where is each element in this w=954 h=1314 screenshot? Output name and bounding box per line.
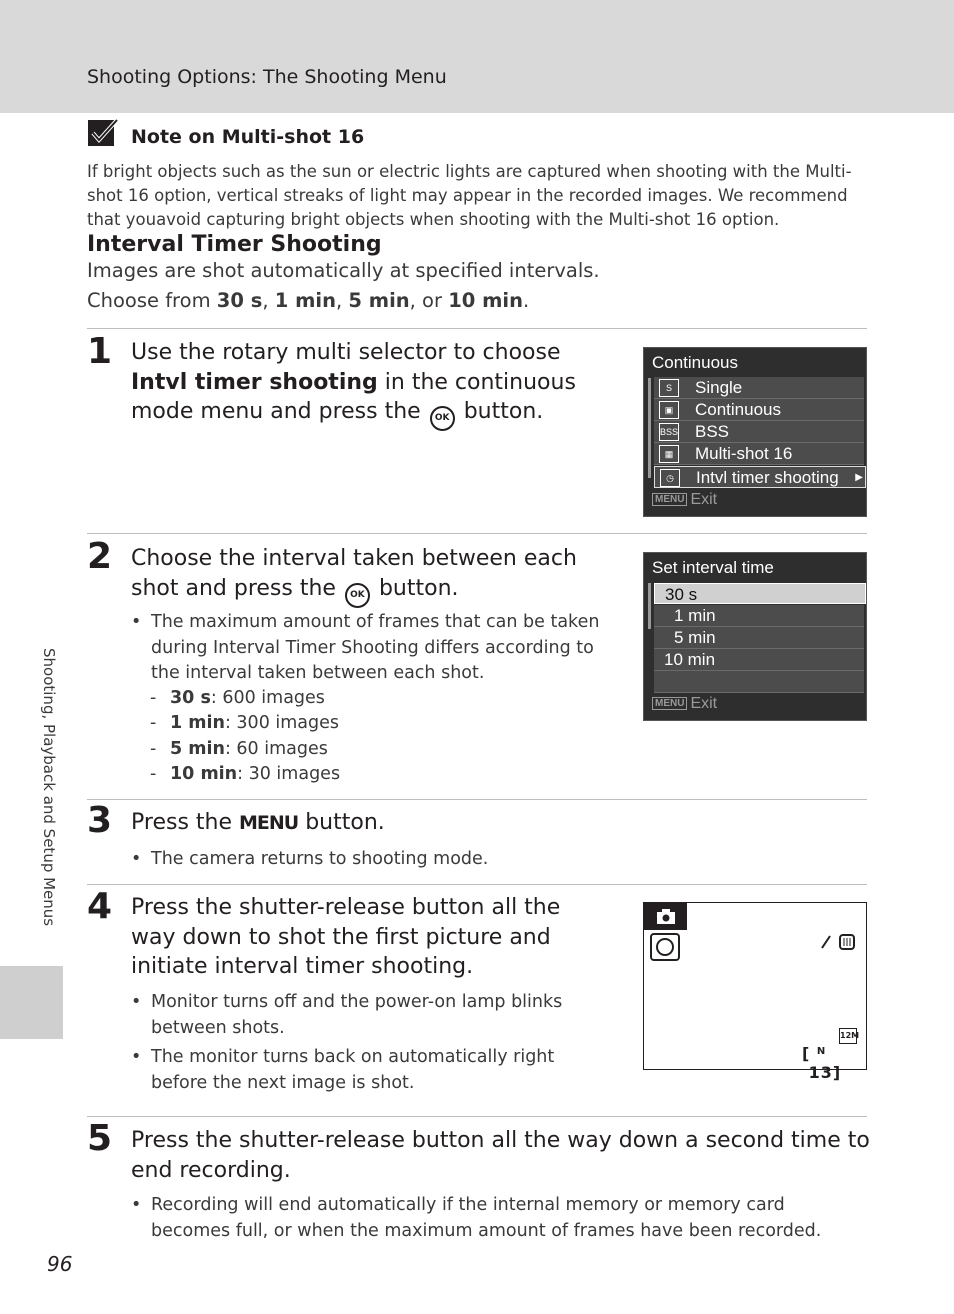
multishot-icon: ▦ <box>659 445 679 463</box>
submenu-arrow-icon: ▶ <box>855 472 863 483</box>
single-icon: S <box>659 379 679 397</box>
camera-icon <box>657 909 675 924</box>
shooting-mode-screen <box>643 902 867 1082</box>
menu-key-icon: MENU <box>652 493 687 506</box>
interval-timer-icon <box>650 933 680 961</box>
sub-item: - 1 min: 300 images <box>150 713 340 733</box>
header-band <box>0 0 954 113</box>
checkmark-note-icon <box>87 118 119 150</box>
menu-key-icon: MENU <box>652 697 687 710</box>
bullet-item: • The monitor turns back on automatically right before the next image is shot. <box>131 1047 555 1093</box>
page-header-title: Shooting Options: The Shooting Menu <box>87 66 447 88</box>
menu-item-selected: ◷ Intvl timer shooting ▶ <box>654 466 866 488</box>
divider <box>87 799 867 800</box>
step-5-text: Press the shutter-release button all the way down a second time to end recording. <box>131 1128 870 1183</box>
section-title: Interval Timer Shooting <box>87 232 382 257</box>
vibration-reduction-icon <box>820 933 858 951</box>
image-size-icon: 12M <box>839 1028 857 1044</box>
scrollbar <box>648 583 651 629</box>
menu-item-selected: 30 s <box>654 583 866 604</box>
menu-title: Set interval time <box>652 558 774 577</box>
continuous-menu-screen <box>643 347 867 517</box>
menu-item: ▦ Multi-shot 16 <box>654 443 864 465</box>
divider <box>87 328 867 329</box>
menu-item: 5 min <box>654 627 864 649</box>
step-4-text: Press the shutter-release button all the way down to shot the first picture and initiate interval timer shooting. <box>131 895 561 979</box>
interval-timer-icon: ◷ <box>660 469 680 487</box>
sub-item: - 5 min: 60 images <box>150 739 328 759</box>
step-number: 1 <box>87 331 113 372</box>
remaining-frames: [ $^N$ 13] <box>802 1044 842 1082</box>
bullet-item: • Monitor turns off and the power-on lamp blinks between shots. <box>131 992 563 1038</box>
menu-button-icon: MENU <box>239 812 299 834</box>
continuous-icon: ▣ <box>659 401 679 419</box>
interval-menu-screen <box>643 552 867 721</box>
ok-button-icon: OK <box>430 406 455 431</box>
divider <box>87 1116 867 1117</box>
sidebar-chapter-label: Shooting, Playback and Setup Menus <box>40 648 58 927</box>
step-number: 4 <box>87 886 113 927</box>
step-2-text: Choose the interval taken between each shot and press the OK button. <box>131 544 621 608</box>
step-number: 2 <box>87 536 113 577</box>
bullet-item: • The maximum amount of frames that can be taken during Interval Timer Shooting differs according to the interval taken between each shot. <box>131 612 600 683</box>
menu-item-empty <box>654 671 864 693</box>
divider <box>87 884 867 885</box>
menu-item: 10 min <box>654 649 864 671</box>
step-number: 5 <box>87 1118 113 1159</box>
camera-mode-badge <box>644 903 687 930</box>
page-number: 96 <box>47 1252 73 1276</box>
sub-item: - 10 min: 30 images <box>150 764 341 784</box>
step-number: 3 <box>87 800 113 841</box>
divider <box>87 533 867 534</box>
bss-icon: BSS <box>659 423 679 441</box>
menu-exit: MENU Exit <box>652 491 717 509</box>
section-intro: Images are shot automatically at specified intervals. <box>87 259 600 282</box>
step-1-text: Use the rotary multi selector to choose Intvl timer shooting in the continuous mode menu and press the OK button. <box>131 338 621 431</box>
menu-item: S Single <box>654 377 864 399</box>
chapter-tab <box>0 966 63 1039</box>
note-body: If bright objects such as the sun or electric lights are captured when shooting with the Multi-shot 16 option, vertical streaks of light may appear in the recorded images. We recommend that youavoid capturing bright objects when shooting with the Multi-shot 16 option. <box>87 162 852 229</box>
bullet-item: • The camera returns to shooting mode. <box>131 849 489 869</box>
menu-title: Continuous <box>652 353 739 372</box>
note-title: Note on Multi-shot 16 <box>131 126 365 148</box>
menu-item: ▣ Continuous <box>654 399 864 421</box>
menu-exit: MENU Exit <box>652 695 717 713</box>
ok-button-icon: OK <box>345 583 370 608</box>
scrollbar <box>648 378 651 478</box>
step-3-text: Press the MENU button. <box>131 810 385 835</box>
menu-item: BSS BSS <box>654 421 864 443</box>
section-options-line: Choose from 30 s, 1 min, 5 min, or 10 min. <box>87 289 530 312</box>
menu-item: 1 min <box>654 605 864 627</box>
sub-item: - 30 s: 600 images <box>150 688 325 708</box>
bullet-item: • Recording will end automatically if the internal memory or memory card becomes full, or when the maximum amount of frames have been recorded. <box>131 1195 822 1241</box>
